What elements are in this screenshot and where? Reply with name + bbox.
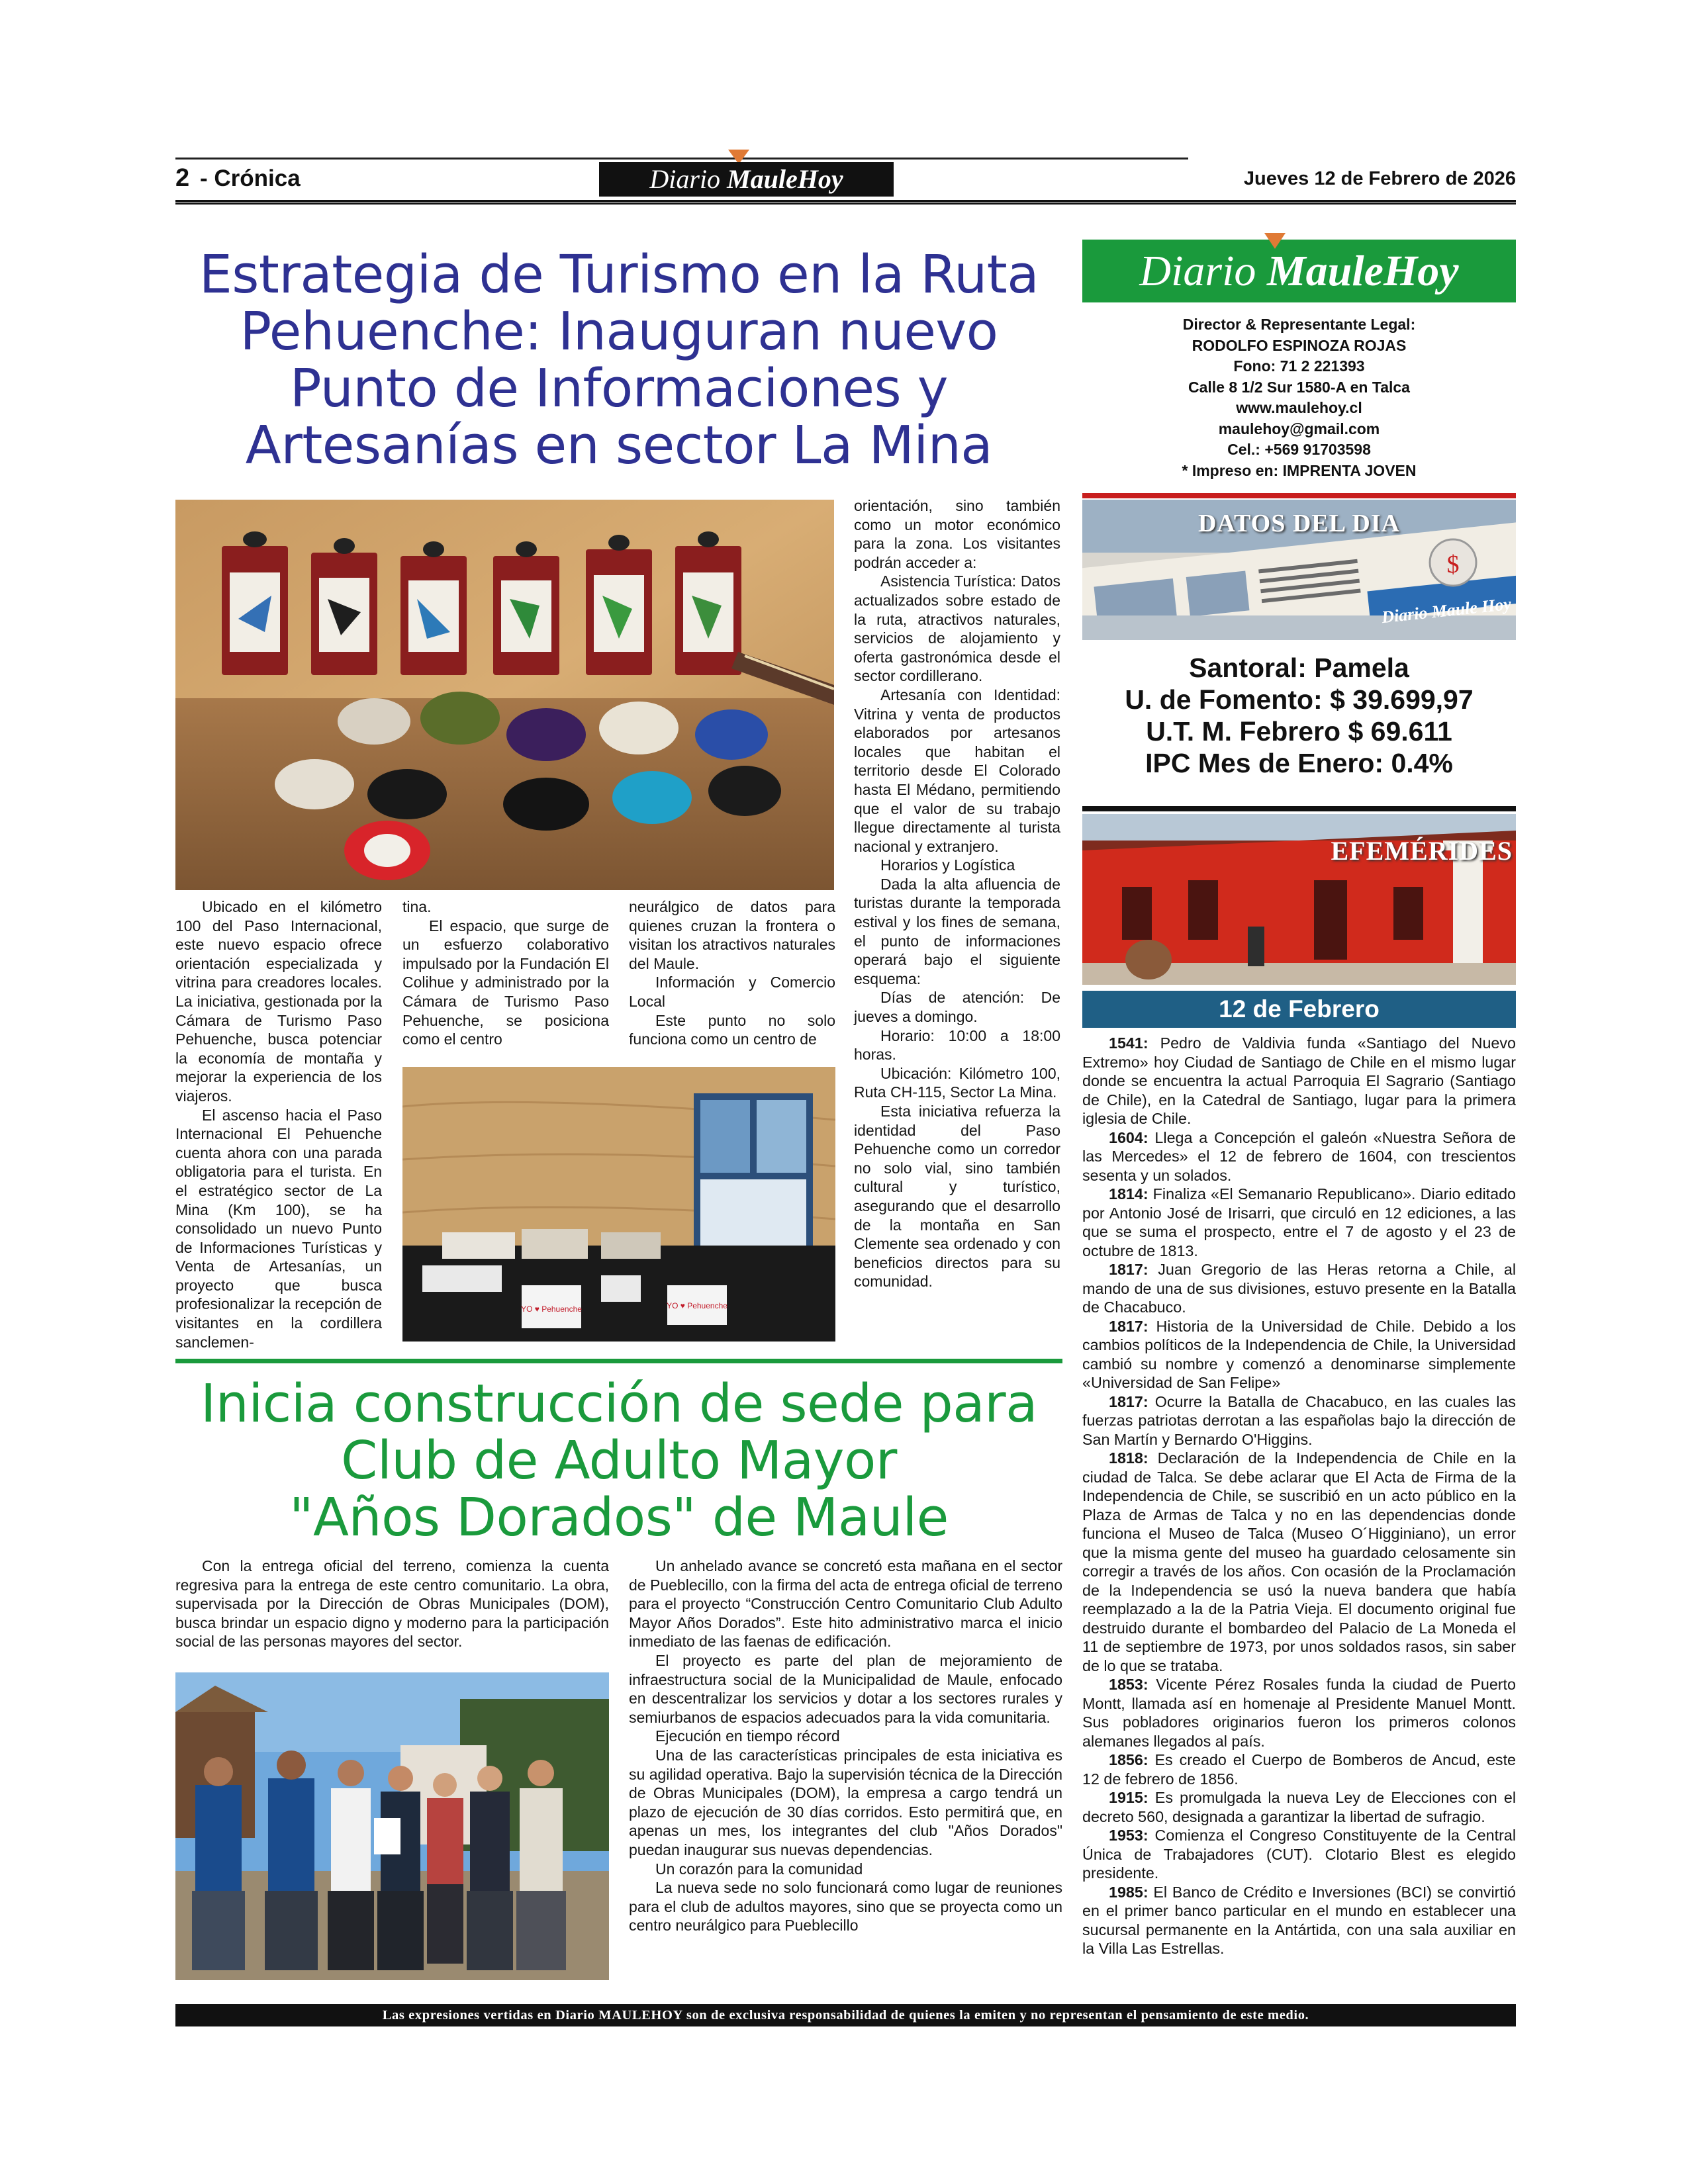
datos-banner-rule [1082, 493, 1516, 498]
article2-subhead: Un corazón para la comunidad [655, 1860, 863, 1878]
efemeride-entry [1082, 1675, 1516, 1751]
efemeride-text: Pedro de Valdivia funda «Santiago del Nuevo Extremo» hoy Ciudad de Santiago de Chile en el mismo lugar donde se encuentra la actual Parroquia El Sagrario (Santiago de Chile), en la Catedral de Santiago, lugar para la primera iglesia de Chile. [1082, 1034, 1516, 1127]
article2-subhead: Ejecución en tiempo récord [655, 1727, 840, 1745]
masthead-logo-maulehoy: MauleHoy [1266, 247, 1459, 295]
article1-paragraph: Ubicado en el kilómetro 100 del Paso Internacional, este nuevo espacio ofrece orientación especializada y vitrina para creadores locales. La iniciativa, gestionada por la Cámara de Turismo Paso Pehuenche, busca potenciar la economía de montaña y mejorar la experiencia de los viajeros. [175, 898, 382, 1105]
header-top-rule [175, 158, 1188, 159]
article2-paragraph: Una de las características principales de esta iniciativa es su agilidad operativa. Bajo la supervisión técnica de la Dirección de Obras Municipales (DOM), la empresa a cargo tendrá un plazo de ejecución de 30 días corridos. Esto permitirá que, en apenas un mes, los integrantes del club "Años Dorados" puedan inaugurar sus nuevas dependencias. [629, 1746, 1062, 1858]
efemeride-entry [1082, 1883, 1516, 1958]
article1-paragraph: Dada la alta afluencia de turistas durante la temporada estival y los fines de semana, el punto de informaciones operará bajo el siguiente esquema: [854, 875, 1060, 987]
datos-banner-title: DATOS DEL DIA [1197, 510, 1401, 537]
efemeride-text: El Banco de Crédito e Inversiones (BCI) se convirtió en el primer banco particular en el mundo en establecer una sucursal permanente en la Antártida, con una sala auxiliar en la Villa Las Estrellas. [1082, 1883, 1516, 1957]
article1-paragraph: Días de atención: De jueves a domingo. [854, 989, 1060, 1026]
efemeride-year: 1604: [1109, 1128, 1149, 1146]
article1-headline-line: Artesanías en sector La Mina [245, 415, 993, 476]
ipc: IPC Mes de Enero: 0.4% [1145, 748, 1453, 778]
article2-headline-line: Club de Adulto Mayor [341, 1430, 897, 1491]
article2-paragraph: Con la entrega oficial del terreno, comienza la cuenta regresiva para la entrega de este centro comunitario. La obra, supervisada por la Dirección de Obras Municipales (DOM), busca brindar un espacio digno y moderno para la participación social de las personas mayores del sector. [175, 1557, 609, 1651]
efemeride-text: Juan Gregorio de las Heras retorna a Chile, al mando de una de sus divisiones, estuvo presente en la Batalla de Chacabuco. [1082, 1261, 1516, 1316]
masthead-email[interactable]: maulehoy@gmail.com [1218, 420, 1380, 437]
efemerides-banner-rule [1082, 806, 1516, 811]
utm: U.T. M. Febrero $ 69.611 [1146, 716, 1452, 747]
article1-paragraph: Horario: 10:00 a 18:00 horas. [854, 1026, 1060, 1064]
masthead-director-label: Director & Representante Legal: [1182, 316, 1416, 333]
svg-text:$: $ [1446, 551, 1460, 578]
santoral: Santoral: Pamela [1189, 653, 1409, 683]
crafts-photo [175, 500, 834, 890]
article2-column-1 [175, 1557, 609, 1651]
section-label: - Crónica [200, 165, 301, 191]
efemeride-entry [1082, 1826, 1516, 1883]
efemeride-year: 1953: [1109, 1827, 1149, 1844]
efemerides-banner-title: EFEMÉRIDES [1331, 836, 1513, 866]
datos-banner-logo: Diario Maule Hoy [1380, 594, 1513, 627]
brochure-display-photo [402, 1067, 835, 1342]
article1-subhead: Horarios y Logística [880, 856, 1015, 874]
article1-subhead: Información y Comercio Local [629, 974, 835, 1010]
efemeride-entry [1082, 1392, 1516, 1449]
masthead-info [1082, 314, 1516, 481]
efemeride-text: Comienza el Congreso Constituyente de la Central Única de Trabajadores (CUT). Clotario Blest es elegido presidente. [1082, 1827, 1516, 1882]
efemeride-entry [1082, 1128, 1516, 1185]
article2-headline-line: Inicia construcción de sede para [200, 1373, 1037, 1434]
efemeride-year: 1817: [1109, 1317, 1149, 1335]
masthead-cell: Cel.: +569 91703598 [1227, 441, 1371, 458]
masthead-phone: Fono: 71 2 221393 [1233, 357, 1365, 375]
header-bottom-rule [175, 200, 1516, 205]
article2-headline [175, 1375, 1062, 1546]
article-divider [175, 1359, 1062, 1363]
page-number: 2 [175, 164, 190, 192]
article1-headline-line: Pehuenche: Inauguran nuevo [240, 301, 998, 362]
header-logo-maulehoy: MauleHoy [727, 164, 843, 194]
masthead-pointer-mark [1264, 233, 1286, 249]
footer-disclaimer: Las expresiones vertidas en Diario MAULEHOY son de exclusiva responsabilidad de quienes la emiten y no representan el pensamiento de este medio. [175, 2004, 1516, 2026]
efemeride-entry [1082, 1751, 1516, 1788]
masthead-address: Calle 8 1/2 Sur 1580-A en Talca [1188, 378, 1410, 396]
efemeride-year: 1853: [1109, 1676, 1149, 1693]
article1-paragraph: Ubicación: Kilómetro 100, Ruta CH-115, Sector La Mina. [854, 1064, 1060, 1101]
masthead-printer: * Impreso en: IMPRENTA JOVEN [1182, 461, 1417, 479]
article1-column-1 [175, 897, 382, 1351]
article1-paragraph: Artesanía con Identidad: Vitrina y venta de productos elaborados por artesanos locales que habitan el territorio desde El Colorado hasta El Médano, permitiendo que el valor de su trabajo llegue directamente al turista nacional y extranjero. [854, 686, 1060, 855]
article2-paragraph: Un anhelado avance se concretó esta mañana en el sector de Pueblecillo, con la firma del acta de entrega oficial de terreno para el proyecto “Construcción Centro Comunitario Club Adulto Mayor Años Dorados”. Este hito administrativo marca el inicio inmediato de las faenas de edificación. [629, 1557, 1062, 1651]
efemeride-text: Declaración de la Independencia de Chile en la ciudad de Talca. Se debe aclarar que El Acta de Firma de la Independencia de Chile, se suscribió en un acto público en la Plaza de Armas de Talca y no en las dependencias donde funciona el Museo de Talca (Museo O´Higginiano), un error que la misma gente del museo ha guardado celosamente sin corregir a través de los años. Con ocasión de la Proclamación de la Independencia se usó la nueva bandera que había reemplazado a la de la Patria Vieja. El documento original fue destruido durante el bombardeo del Palacio de La Moneda el 11 de septiembre de 1973, por unos soldados rasos, sin saber de lo que se trataba. [1082, 1449, 1516, 1674]
article1-paragraph: Asistencia Turística: Datos actualizados sobre estado de la ruta, atractivos naturales, servicios de alojamiento y oferta gastronómica desde el sector cordillerano. [854, 572, 1060, 685]
efemeride-text: Finaliza «El Semanario Republicano». Diario editado por Antonio José de Irisarri, que circuló en 12 ediciones, a las que se suma el prospecto, entre el 7 de agosto y el 23 de octubre de 1813. [1082, 1185, 1516, 1259]
efemeride-entry [1082, 1034, 1516, 1128]
efemeride-year: 1818: [1109, 1449, 1149, 1467]
efemeride-entry [1082, 1317, 1516, 1392]
masthead-logo [1082, 240, 1516, 302]
issue-date: Jueves 12 de Febrero de 2026 [1243, 168, 1516, 189]
efemeride-year: 1915: [1109, 1789, 1149, 1806]
efemerides-date-bar: 12 de Febrero [1082, 991, 1516, 1028]
efemeride-text: Es creado el Cuerpo de Bomberos de Ancud, este 12 de febrero de 1856. [1082, 1751, 1516, 1788]
efemeride-text: Historia de la Universidad de Chile. Debido a los cambios políticos de la Independencia de Chile, la Universidad cambió su nombre y comenzó a denominarse simplemente «Universidad de San Felipe» [1082, 1317, 1516, 1391]
efemeride-year: 1817: [1109, 1392, 1149, 1410]
efemeride-year: 1814: [1109, 1185, 1149, 1203]
efemerides-list [1082, 1034, 1516, 1958]
article1-paragraph: Esta iniciativa refuerza la identidad del Paso Pehuenche como un corredor no solo vial, sino también cultural y turístico, asegurando que el desarrollo de la montaña en San Clemente sea ordenado y con beneficios directos para su comunidad. [854, 1103, 1060, 1291]
article1-column-4 [854, 496, 1060, 1291]
article1-paragraph: El ascenso hacia el Paso Internacional El Pehuenche cuenta ahora con una parada obligatoria para el turista. En el estratégico sector de La Mina (Km 100), se ha consolidado un nuevo Punto de Informaciones Turísticas y Venta de Artesanías, un proyecto que busca profesionalizar la recepción de visitantes en la cordillera sanclemen- [175, 1106, 382, 1351]
article1-paragraph: El espacio, que surge de un esfuerzo colaborativo impulsado por la Fundación El Colihue y administrado por la Cámara de Turismo Paso Pehuenche, se posiciona como el centro [402, 917, 609, 1048]
efemeride-text: Ocurre la Batalla de Chacabuco, en las cuales las fuerzas patriotas derrotan a las españolas bajo la dirección de San Martín y Bernardo O'Higgins. [1082, 1392, 1516, 1448]
efemeride-entry [1082, 1788, 1516, 1826]
group-photo [175, 1672, 609, 1980]
article1-headline-line: Punto de Informaciones y [289, 358, 949, 419]
yo-pehuenche-card: YO ♥ Pehuenche [521, 1304, 582, 1314]
article1-paragraph: neurálgico de datos para quienes cruzan la frontera o visitan los atractivos naturales del Maule. [629, 898, 835, 972]
masthead-website[interactable]: www.maulehoy.cl [1236, 399, 1362, 416]
efemeride-year: 1985: [1109, 1883, 1149, 1901]
article1-paragraph: orientación, sino también como un motor económico para la zona. Los visitantes podrán acceder a: [854, 497, 1060, 571]
efemeride-year: 1541: [1109, 1034, 1149, 1052]
efemeride-text: Es promulgada la nueva Ley de Elecciones con el decreto 560, designada a garantizar la libertad de sufragio. [1082, 1789, 1516, 1825]
masthead-director-name: RODOLFO ESPINOZA ROJAS [1192, 336, 1407, 354]
masthead-logo-diario: Diario [1139, 247, 1256, 295]
article2-column-2 [629, 1557, 1062, 1935]
article1-headline-line: Estrategia de Turismo en la Ruta [199, 244, 1039, 305]
article1-headline [175, 246, 1062, 474]
datos-del-dia-values [1082, 652, 1516, 779]
article2-paragraph: El proyecto es parte del plan de mejoramiento de infraestructura social de la Municipalidad de Maule, enfocado en descentralizar los servicios y dotar a los sectores rurales y semiurbanos de espacios adecuados para la vida comunitaria. [629, 1651, 1062, 1726]
efemeride-text: Llega a Concepción el galeón «Nuestra Señora de las Mercedes» el 12 de febrero de 1604, con trescientos sesenta y un solados. [1082, 1128, 1516, 1184]
article1-column-3 [629, 897, 835, 1049]
article2-paragraph: La nueva sede no solo funcionará como lugar de reuniones para el club de adultos mayores, sino que se proyecta como un centro neurálgico para Pueblecillo [629, 1879, 1062, 1934]
efemeride-entry [1082, 1260, 1516, 1317]
article1-paragraph: tina. [402, 898, 432, 915]
article1-column-2 [402, 897, 609, 1049]
efemeride-entry [1082, 1449, 1516, 1675]
efemeride-text: Vicente Pérez Rosales funda la ciudad de Puerto Montt, llamada así en homenaje al Presidente Manuel Montt. Sus pobladores originarios fueron los primeros colonos alemanes llegados al país. [1082, 1676, 1516, 1750]
header-logo-diario: Diario [649, 164, 721, 194]
article2-headline-line: "Años Dorados" de Maule [289, 1487, 949, 1548]
efemeride-entry [1082, 1185, 1516, 1260]
unidad-fomento: U. de Fomento: $ 39.699,97 [1125, 684, 1474, 715]
header-logo [599, 162, 894, 197]
article1-paragraph: Este punto no solo funciona como un centro de [629, 1011, 835, 1048]
efemeride-year: 1817: [1109, 1261, 1149, 1278]
efemeride-year: 1856: [1109, 1751, 1149, 1768]
yo-pehuenche-card: YO ♥ Pehuenche [667, 1301, 727, 1310]
